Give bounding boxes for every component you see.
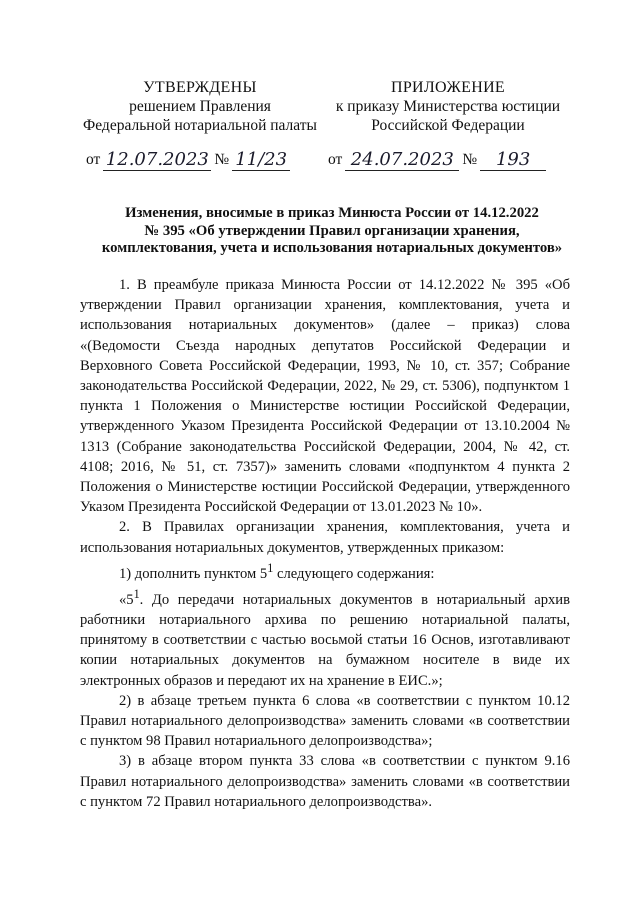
from-label: от	[86, 151, 101, 168]
dates-row	[0, 150, 640, 176]
appendix-title: ПРИЛОЖЕНИЕ	[390, 79, 505, 96]
item-1	[80, 558, 570, 584]
document-body	[80, 275, 570, 812]
document-header	[0, 78, 640, 138]
approval-date-handwritten: 12.07.2023	[103, 150, 211, 171]
item-2: 2) в абзаце третьем пункта 6 слова «в соответствии с пунктом 10.12 Правил нотариального делопроизводства» заменить словами «в соответствии с пунктом 98 Правил нотариального делопроизводства»;	[80, 692, 570, 750]
document-title	[80, 205, 584, 258]
title-line-2: № 395 «Об утверждении Правил организации хранения,	[144, 222, 520, 239]
approval-date-group	[86, 150, 293, 171]
order-date-handwritten: 24.07.2023	[345, 150, 459, 171]
number-label: №	[462, 151, 478, 168]
quote-open: «5	[119, 591, 134, 608]
quote-text: . До передачи нотариальных документов в нотариальный архив работники нотариального архива по решению нотариальной палаты, принятому в соответствии с частью восьмой статьи 16 Основ, изготавливают копии нотариальных документов на бумажном носителе в виде их электронных образов и передают их на хранение в ЕИС.»;	[80, 591, 570, 689]
paragraph-2: 2. В Правилах организации хранения, комплектования, учета и использования нотариальных документов, утвержденных приказом:	[80, 519, 570, 556]
order-number-handwritten: 193	[480, 150, 546, 171]
approved-title: УТВЕРЖДЕНЫ	[143, 79, 257, 96]
approval-block	[80, 78, 320, 135]
appendix-line-1: к приказу Министерства юстиции	[335, 98, 561, 115]
appendix-block	[328, 78, 568, 135]
quoted-point-5-1	[80, 584, 570, 691]
from-label: от	[328, 151, 343, 168]
quote-superscript: 1	[133, 586, 140, 601]
item-1-suffix: следующего содержания:	[273, 565, 435, 582]
item-1-superscript: 1	[267, 560, 274, 575]
approved-line-1: решением Правления	[129, 98, 271, 115]
appendix-line-2: Российской Федерации	[371, 117, 525, 134]
title-line-3: комплектования, учета и использования нотариальных документов»	[101, 240, 563, 256]
item-1-prefix: 1) дополнить пунктом 5	[119, 565, 268, 582]
order-date-group	[328, 150, 549, 171]
item-3: 3) в абзаце втором пункта 33 слова «в соответствии с пунктом 9.16 Правил нотариального делопроизводства» заменить словами «в соответствии с пунктом 72 Правил нотариального делопроизводства».	[80, 753, 570, 810]
number-label: №	[214, 151, 230, 168]
approved-line-2: Федеральной нотариальной палаты	[83, 117, 317, 134]
title-line-1: Изменения, вносимые в приказ Минюста России от 14.12.2022	[125, 205, 539, 221]
approval-number-handwritten: 11/23	[232, 150, 290, 171]
paragraph-1: 1. В преамбуле приказа Минюста России от 14.12.2022 № 395 «Об утверждении Правил организации хранения, комплектования, учета и использования нотариальных документов» (далее – приказ) слова «(Ведомости Съезда народных депутатов Российской Федерации и Верховного Совета Российской Федерации, 1993, № 10, ст. 357; Собрание законодательства Российской Федерации, 2022, № 29, ст. 5306), подпунктом 1 пункта 1 Положения о Министерстве юстиции Российской Федерации, утвержденного Указом Президента Российской Федерации от 13.10.2004 № 1313 (Собрание законодательства Российской Федерации, 2004, № 42, ст. 4108; 2016, № 51, ст. 7357)» заменить словами «подпунктом 4 пункта 2 Положения о Министерстве юстиции Российской Федерации, утвержденного Указом Президента Российской Федерации от 13.01.2023 № 10».	[80, 277, 570, 516]
